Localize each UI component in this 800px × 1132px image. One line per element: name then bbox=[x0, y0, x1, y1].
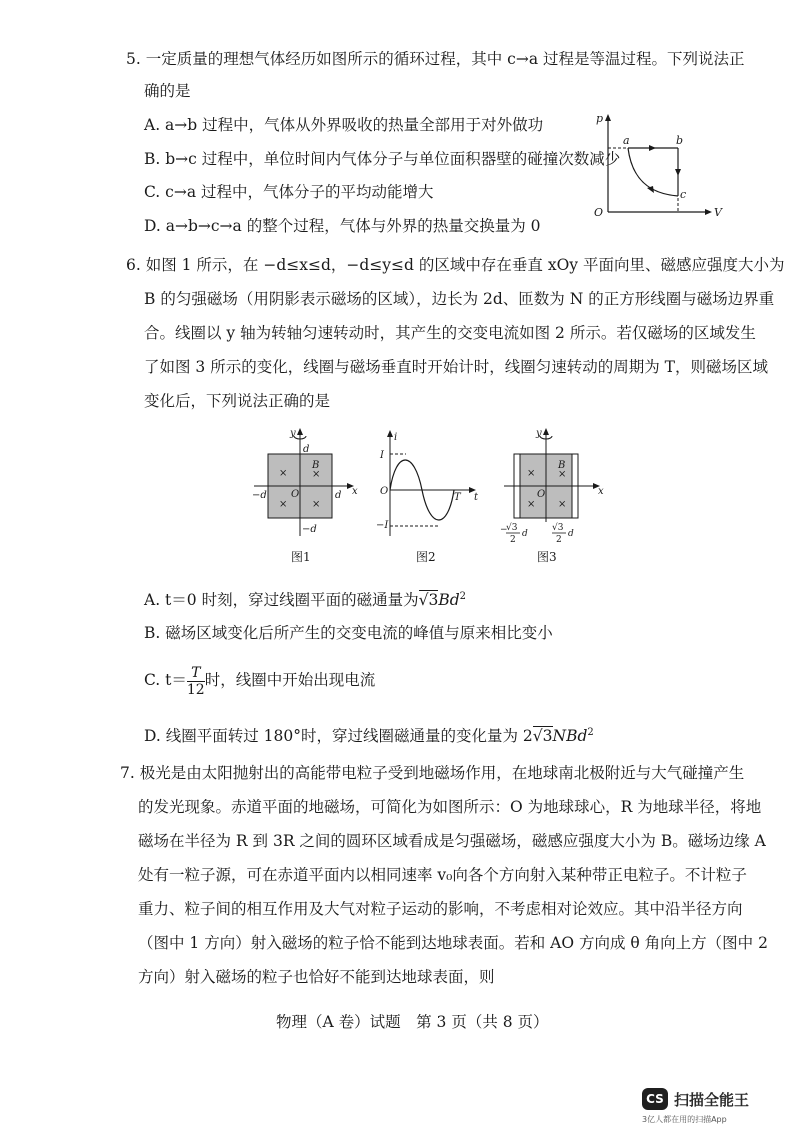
q6-figure-3 bbox=[500, 424, 610, 548]
v-axis-label: V bbox=[714, 206, 722, 219]
fig1-b-label: B bbox=[312, 460, 320, 471]
q7-line2: 的发光现象。赤道平面的地磁场，可简化为如图所示：O 为地球球心，R 为地球半径，将地 bbox=[138, 798, 762, 816]
q6-option-d-text: D. 线圈平面转过 180°时，穿过线圈磁通量的变化量为 2 bbox=[144, 727, 533, 746]
q7-line1: 7. 极光是由太阳抛射出的高能带电粒子受到地磁场作用，在地球南北极附近与大气碰撞产生 bbox=[120, 764, 745, 782]
fig1-cross-tl: × bbox=[279, 468, 288, 479]
fig3-neg-sign: − bbox=[500, 525, 508, 535]
fig3-right-sqrt3: √3 bbox=[552, 523, 564, 533]
fig3-right-d: d bbox=[568, 529, 574, 539]
q7-line3: 磁场在半径为 R 到 3R 之间的圆环区域看成是匀强磁场，磁感应强度大小为 B。磁场边缘 A bbox=[138, 832, 766, 850]
q6-option-c-num: T bbox=[187, 665, 205, 682]
q6-option-a-sup: 2 bbox=[459, 591, 467, 602]
q6-option-c-den: 12 bbox=[186, 681, 205, 698]
q5-option-d: D. a→b→c→a 的整个过程，气体与外界的热量交换量为 0 bbox=[144, 217, 541, 235]
point-c-label: c bbox=[680, 188, 687, 201]
q6-option-d-sup: 2 bbox=[587, 727, 594, 738]
q7-line7: 方向）射入磁场的粒子也恰好不能到达地球表面，则 bbox=[138, 968, 495, 986]
q5-stem-line1: 5. 一定质量的理想气体经历如图所示的循环过程，其中 c→a 过程是等温过程。下列说法正 bbox=[126, 50, 745, 68]
point-a-label: a bbox=[623, 134, 630, 147]
q5-option-c: C. c→a 过程中，气体分子的平均动能增大 bbox=[144, 183, 434, 201]
page-footer: 物理（A 卷）试题 第 3 页（共 8 页） bbox=[276, 1013, 549, 1031]
watermark-tagline: 3亿人都在用的扫描App bbox=[642, 1115, 727, 1124]
q5-option-b: B. b→c 过程中，单位时间内气体分子与单位面积器壁的碰撞次数减少 bbox=[144, 150, 621, 168]
q6-option-d-nbd: NBd bbox=[552, 727, 588, 746]
watermark-app-name: 扫描全能王 bbox=[674, 1091, 750, 1109]
fig1-neg-d-bottom: −d bbox=[302, 524, 317, 535]
fig3-cross-bl: × bbox=[527, 499, 536, 510]
fig3-origin: O bbox=[537, 489, 546, 500]
q6-option-a-bd: Bd bbox=[438, 591, 460, 610]
point-b-label: b bbox=[676, 134, 684, 147]
origin-label: O bbox=[594, 206, 604, 219]
fig2-peak-label: I bbox=[380, 450, 384, 461]
fig2-caption: 图2 bbox=[416, 550, 436, 564]
fig2-trough-label: −I bbox=[376, 520, 389, 531]
q6-option-a bbox=[144, 586, 466, 611]
q6-figure-1 bbox=[246, 424, 366, 544]
fig1-d-top: d bbox=[303, 444, 310, 455]
fig2-t-label: t bbox=[474, 492, 479, 503]
scanner-watermark bbox=[642, 1088, 792, 1128]
q5-stem-line2: 确的是 bbox=[144, 82, 191, 100]
q5-option-a: A. a→b 过程中，气体从外界吸收的热量全部用于对外做功 bbox=[144, 116, 544, 134]
q6-stem-line3: 合。线圈以 y 轴为转轴匀速转动时，其产生的交变电流如图 2 所示。若仅磁场的区域发生 bbox=[144, 324, 756, 342]
fig1-d-right: d bbox=[335, 490, 342, 501]
fig1-neg-d-left: −d bbox=[252, 490, 267, 501]
fig3-cross-tl: × bbox=[527, 468, 536, 479]
fig2-period-label: T bbox=[454, 492, 461, 503]
p-axis-label: p bbox=[596, 112, 604, 125]
q7-line4: 处有一粒子源，可在赤道平面内以相同速率 v₀向各个方向射入某种带正电粒子。不计粒子 bbox=[138, 866, 747, 884]
fig3-cross-br: × bbox=[558, 499, 567, 510]
fig3-cross-tr: × bbox=[558, 469, 567, 480]
fig3-left-d: d bbox=[522, 529, 528, 539]
q6-option-c-fraction bbox=[187, 665, 205, 698]
fig3-x-label: x bbox=[598, 486, 604, 497]
q7-line5: 重力、粒子间的相互作用及大气对粒子运动的影响，不考虑相对论效应。其中沿半径方向 bbox=[138, 900, 743, 918]
fig3-right-two: 2 bbox=[556, 535, 562, 545]
q6-option-c bbox=[144, 662, 375, 698]
fig3-y-label: y bbox=[536, 428, 542, 439]
q6-stem-line5: 变化后，下列说法正确的是 bbox=[144, 392, 331, 410]
camscanner-logo-icon: CS bbox=[642, 1088, 668, 1110]
fig2-origin: O bbox=[380, 486, 389, 497]
q6-option-c-post: 时，线圈中开始出现电流 bbox=[204, 671, 376, 689]
fig3-caption: 图3 bbox=[537, 550, 557, 564]
q6-option-d-sqrt: √3 bbox=[532, 727, 553, 746]
fig1-caption: 图1 bbox=[291, 550, 311, 564]
fig1-origin: O bbox=[291, 489, 300, 500]
q7-line6: （图中 1 方向）射入磁场的粒子恰不能到达地球表面。若和 AO 方向成 θ 角向上方（图中 2 bbox=[138, 934, 768, 952]
fig3-left-two: 2 bbox=[510, 535, 516, 545]
q6-stem-line2: B 的匀强磁场（用阴影表示磁场的区域），边长为 2d、匝数为 N 的正方形线圈与磁场边界重 bbox=[144, 290, 775, 308]
fig1-cross-tr: × bbox=[312, 469, 321, 480]
fig2-i-label: i bbox=[394, 432, 398, 443]
fig1-y-label: y bbox=[290, 428, 296, 439]
q6-option-c-pre: C. t＝ bbox=[144, 671, 187, 689]
fig1-cross-bl: × bbox=[279, 499, 288, 510]
q5-pv-diagram bbox=[590, 108, 730, 228]
q6-stem-line1: 6. 如图 1 所示，在 −d≤x≤d，−d≤y≤d 的区域中存在垂直 xOy 平面向里、磁感应强度大小为 bbox=[126, 256, 785, 274]
fig3-b-label: B bbox=[558, 460, 566, 471]
fig3-left-sqrt3: √3 bbox=[506, 523, 518, 533]
fig1-x-label: x bbox=[352, 486, 358, 497]
q6-option-a-sqrt: √3 bbox=[418, 591, 439, 610]
q6-option-d bbox=[144, 722, 594, 747]
q6-figure-2 bbox=[376, 424, 486, 544]
fig1-cross-br: × bbox=[312, 499, 321, 510]
q6-option-a-text: A. t＝0 时刻，穿过线圈平面的磁通量为 bbox=[144, 591, 419, 610]
q6-stem-line4: 了如图 3 所示的变化，线圈与磁场垂直时开始计时，线圈匀速转动的周期为 T，则磁场区域 bbox=[144, 358, 768, 376]
q6-option-b: B. 磁场区域变化后所产生的交变电流的峰值与原来相比变小 bbox=[144, 624, 553, 642]
